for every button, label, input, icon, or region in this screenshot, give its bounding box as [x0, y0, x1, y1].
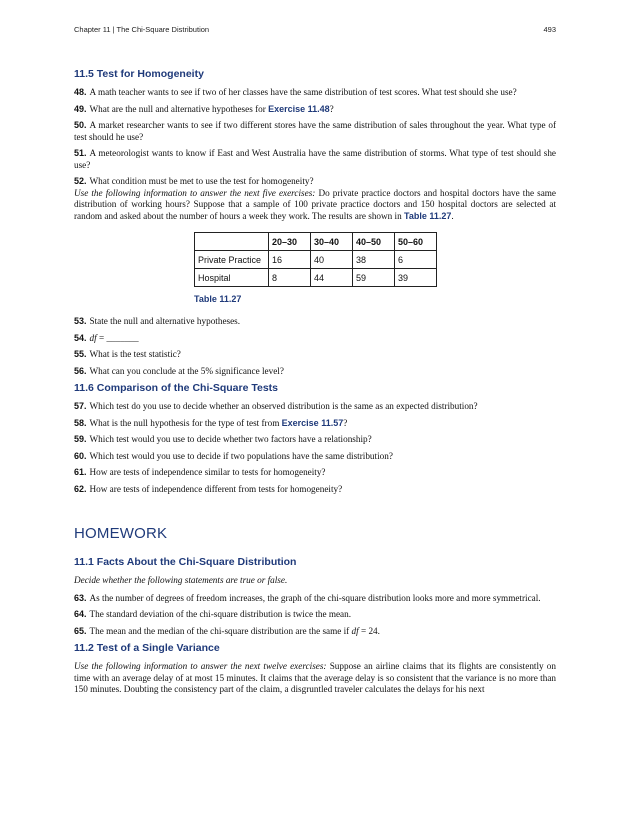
exercise-65 — [74, 626, 556, 638]
exercise-text: What condition must be met to use the test for homogeneity? — [89, 176, 314, 186]
hours-table — [194, 232, 437, 287]
exercise-text: A math teacher wants to see if two of her classes have the same distribution of test scores. What test should she use? — [89, 87, 517, 97]
exercise-text: What are the null and alternative hypotheses for — [89, 103, 269, 114]
section-heading-11-1: 11.1 Facts About the Chi-Square Distribution — [74, 556, 297, 568]
exercise-53 — [74, 316, 556, 328]
chapter-title: Chapter 11 | The Chi-Square Distribution — [74, 25, 210, 34]
exercise-56 — [74, 366, 556, 378]
exercise-number: 57. — [74, 401, 87, 411]
exercise-intro-airline — [74, 661, 556, 696]
exercise-number: 49. — [74, 103, 87, 114]
table-row — [195, 251, 437, 269]
exercise-61 — [74, 467, 556, 479]
exercise-number: 59. — [74, 434, 87, 444]
table-header-cell: 20–30 — [269, 233, 311, 251]
homework-heading: HOMEWORK — [74, 525, 168, 542]
exercise-number: 56. — [74, 365, 87, 376]
intro-text: Do private practice doctors and hospital doctors have the same distribution of working hours? Suppose that a sample of 100 private practice doctors and 150 hospital doctors are selected at random and asked about the number of hours a week they work. The results are shown in — [74, 187, 556, 221]
section-heading-11-2: 11.2 Test of a Single Variance — [74, 642, 220, 654]
exercise-57 — [74, 401, 556, 413]
exercise-variable: df — [89, 332, 97, 343]
exercise-63 — [74, 593, 556, 605]
exercise-text: What is the null hypothesis for the type of test from — [89, 417, 282, 428]
exercise-number: 64. — [74, 609, 87, 619]
exercise-number: 50. — [74, 120, 87, 130]
exercise-number: 61. — [74, 467, 87, 477]
table-header-cell: 30–40 — [311, 233, 353, 251]
exercise-number: 48. — [74, 87, 87, 97]
exercise-58 — [74, 418, 556, 430]
exercise-text: = _______ — [96, 332, 139, 343]
table-header-cell: 40–50 — [353, 233, 395, 251]
table-caption: Table 11.27 — [194, 294, 242, 304]
exercise-text-end: ? — [329, 103, 334, 114]
exercise-51 — [74, 148, 556, 171]
exercise-intro-doctors — [74, 188, 556, 223]
exercise-variable: df — [351, 625, 359, 636]
exercise-text: How are tests of independence similar to tests for homogeneity? — [89, 467, 326, 477]
exercise-number: 51. — [74, 148, 87, 158]
exercise-text: A meteorologist wants to know if East and West Australia have the same distribution of storms. What type of test should she use? — [74, 148, 556, 170]
table-cell: 8 — [269, 269, 311, 287]
exercise-text: State the null and alternative hypotheses. — [89, 316, 241, 326]
running-header — [74, 25, 556, 37]
exercise-62 — [74, 484, 556, 496]
exercise-text-end: = 24. — [358, 625, 380, 636]
table-cell: 38 — [353, 251, 395, 269]
table-cell: 44 — [311, 269, 353, 287]
table-cell: 39 — [395, 269, 437, 287]
exercise-text: What can you conclude at the 5% significance level? — [89, 365, 284, 376]
exercise-64 — [74, 609, 556, 621]
exercise-number: 63. — [74, 592, 87, 603]
exercise-59 — [74, 434, 556, 446]
exercise-text: How are tests of independence different from tests for homogeneity? — [89, 483, 343, 494]
exercise-number: 52. — [74, 176, 87, 186]
exercise-number: 62. — [74, 483, 87, 494]
table-header-cell — [195, 233, 269, 251]
intro-italic: Use the following information to answer the next five exercises: — [74, 187, 316, 198]
intro-italic: Use the following information to answer the next twelve exercises: — [74, 661, 327, 671]
exercise-52 — [74, 176, 556, 188]
exercise-text: A market researcher wants to see if two different stores have the same distribution of sales throughout the year. What type of test should he use? — [74, 120, 556, 142]
exercise-text: The mean and the median of the chi-square distribution are the same if — [89, 625, 352, 636]
exercise-link[interactable]: Exercise 11.57 — [281, 417, 344, 428]
true-false-instructions: Decide whether the following statements are true or false. — [74, 575, 288, 585]
table-cell: 40 — [311, 251, 353, 269]
exercise-54 — [74, 333, 556, 345]
exercise-number: 54. — [74, 332, 87, 343]
exercise-number: 55. — [74, 349, 87, 359]
table-link[interactable]: Table 11.27 — [403, 210, 452, 221]
intro-text: Suppose an airline claims that its flights are consistently on time with an average delay of at most 15 minutes. It claims that the average delay is so consistent that the variance is no more than 150 minutes. Doubting the consistency part of the claim, a disgruntled traveler calculates the delays for his next — [74, 661, 556, 694]
exercise-60 — [74, 451, 556, 463]
table-header-cell: 50–60 — [395, 233, 437, 251]
exercise-number: 60. — [74, 450, 87, 461]
exercise-text: Which test do you use to decide whether an observed distribution is the same as an expected distribution? — [89, 401, 478, 411]
exercise-text-end: ? — [343, 417, 348, 428]
exercise-number: 58. — [74, 417, 87, 428]
table-11-27-wrapper — [194, 232, 556, 304]
exercise-text: As the number of degrees of freedom increases, the graph of the chi-square distribution looks more and more symmetrical. — [89, 592, 541, 603]
exercise-49 — [74, 104, 556, 116]
exercise-50 — [74, 120, 556, 143]
exercise-text: The standard deviation of the chi-square distribution is twice the mean. — [89, 609, 352, 619]
section-heading-11-6: 11.6 Comparison of the Chi-Square Tests — [74, 382, 279, 394]
table-row — [195, 269, 437, 287]
exercise-text: Which test would you use to decide if two populations have the same distribution? — [89, 450, 393, 461]
intro-text-end: . — [451, 210, 454, 221]
table-cell: 16 — [269, 251, 311, 269]
exercise-text: What is the test statistic? — [89, 349, 181, 359]
exercise-text: Which test would you use to decide whether two factors have a relationship? — [89, 434, 372, 444]
table-cell: 59 — [353, 269, 395, 287]
exercise-55 — [74, 349, 556, 361]
page-content — [74, 68, 556, 701]
exercise-number: 65. — [74, 625, 87, 636]
table-header-row — [195, 233, 437, 251]
section-heading-11-5: 11.5 Test for Homogeneity — [74, 68, 204, 80]
table-cell: Private Practice — [195, 251, 269, 269]
exercise-48 — [74, 87, 556, 99]
exercise-link[interactable]: Exercise 11.48 — [268, 103, 330, 114]
table-cell: Hospital — [195, 269, 269, 287]
page-number: 493 — [543, 25, 556, 34]
exercise-number: 53. — [74, 316, 87, 326]
table-cell: 6 — [395, 251, 437, 269]
